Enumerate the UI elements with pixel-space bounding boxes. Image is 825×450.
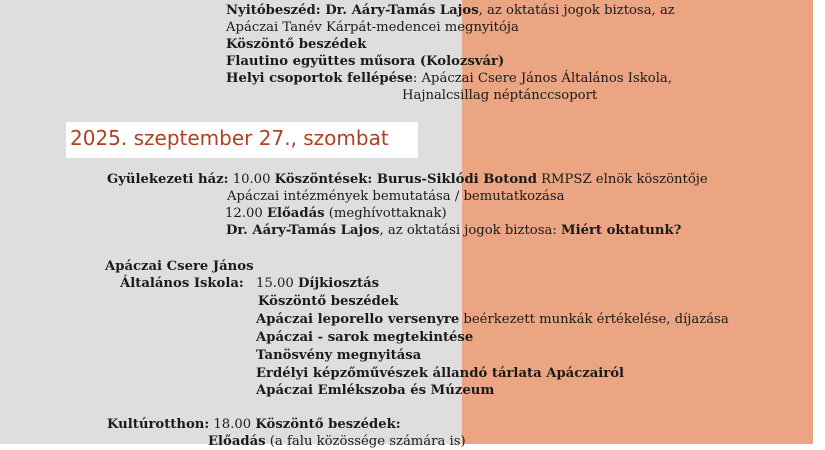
- friday-line-greetings: Köszöntő beszédek: [226, 37, 367, 52]
- opening-speech-rest: , az oktatási jogok biztosa, az: [478, 3, 675, 18]
- lecturer-name: Dr. Aáry-Tamás Lajos: [226, 223, 380, 238]
- friday-line-flautino: Flautino együttes műsora (Kolozsvár): [226, 54, 505, 69]
- background-right-margin: [813, 0, 825, 450]
- iskola-line-7: Apáczai Emlékszoba és Múzeum: [256, 383, 495, 398]
- friday-line-opening-speech: [226, 2, 675, 19]
- iskola-competition-rest: beérkezett munkák értékelése, díjazása: [459, 312, 729, 327]
- iskola-label-2: Általános Iskola:: [120, 276, 244, 291]
- gyulekezeti-lecture: Előadás: [266, 206, 325, 221]
- gyulekezeti-greetings-rest: RMPSZ elnök köszöntője: [536, 172, 708, 187]
- gyulekezeti-time-1: 10.00: [228, 172, 275, 187]
- friday-line-dance-group: Hajnalcsillag néptánccsoport: [402, 88, 598, 103]
- kulturotthon-lecture-rest: (a falu közössége számára is): [265, 434, 466, 449]
- gyulekezeti-line-4: [226, 222, 681, 239]
- iskola-awards: Díjkiosztás: [297, 276, 380, 291]
- iskola-line-3: [256, 311, 729, 328]
- gyulekezeti-label: Gyülekezeti ház:: [107, 172, 229, 187]
- gyulekezeti-time-2: 12.00: [225, 206, 267, 221]
- friday-line-school-year-opening: Apáczai Tanév Kárpát-medencei megnyitója: [226, 20, 519, 35]
- iskola-line-2: Köszöntő beszédek: [258, 294, 399, 309]
- lecturer-title: , az oktatási jogok biztosa:: [379, 223, 561, 238]
- lecture-title: Miért oktatunk?: [560, 223, 682, 238]
- friday-line-local-groups: [226, 70, 672, 87]
- kulturotthon-greetings: Köszöntő beszédek:: [255, 417, 401, 432]
- kulturotthon-time: 18.00: [209, 417, 256, 432]
- kulturotthon-lecture: Előadás: [208, 434, 266, 449]
- iskola-time: 15.00: [256, 276, 298, 291]
- kulturotthon-label: Kultúrotthon:: [107, 417, 210, 432]
- local-groups-label: Helyi csoportok fellépése: [226, 71, 413, 86]
- iskola-line-4: Apáczai - sarok megtekintése: [256, 330, 474, 345]
- gyulekezeti-lecture-rest: (meghívottaknak): [324, 206, 447, 221]
- date-heading: 2025. szeptember 27., szombat: [70, 126, 389, 150]
- opening-speech-label: Nyitóbeszéd: Dr. Aáry-Tamás Lajos: [226, 3, 479, 18]
- gyulekezeti-line-1: [107, 171, 708, 188]
- gyulekezeti-line-3: [225, 205, 447, 222]
- iskola-line-5: Tanösvény megnyitása: [256, 348, 422, 363]
- local-groups-rest: : Apáczai Csere János Általános Iskola,: [412, 71, 672, 86]
- iskola-label-1: Apáczai Csere János: [105, 259, 254, 274]
- gyulekezeti-greetings: Köszöntések: Burus-Siklódi Botond: [274, 172, 537, 187]
- kulturotthon-line-1: [107, 416, 401, 433]
- iskola-line-1: [256, 275, 379, 292]
- iskola-line-6: Erdélyi képzőművészek állandó tárlata Apáczairól: [256, 366, 625, 381]
- iskola-competition: Apáczai leporello versenyre: [256, 312, 460, 327]
- gyulekezeti-line-2: Apáczai intézmények bemutatása / bemutatkozása: [227, 189, 565, 204]
- kulturotthon-line-2: [208, 433, 466, 450]
